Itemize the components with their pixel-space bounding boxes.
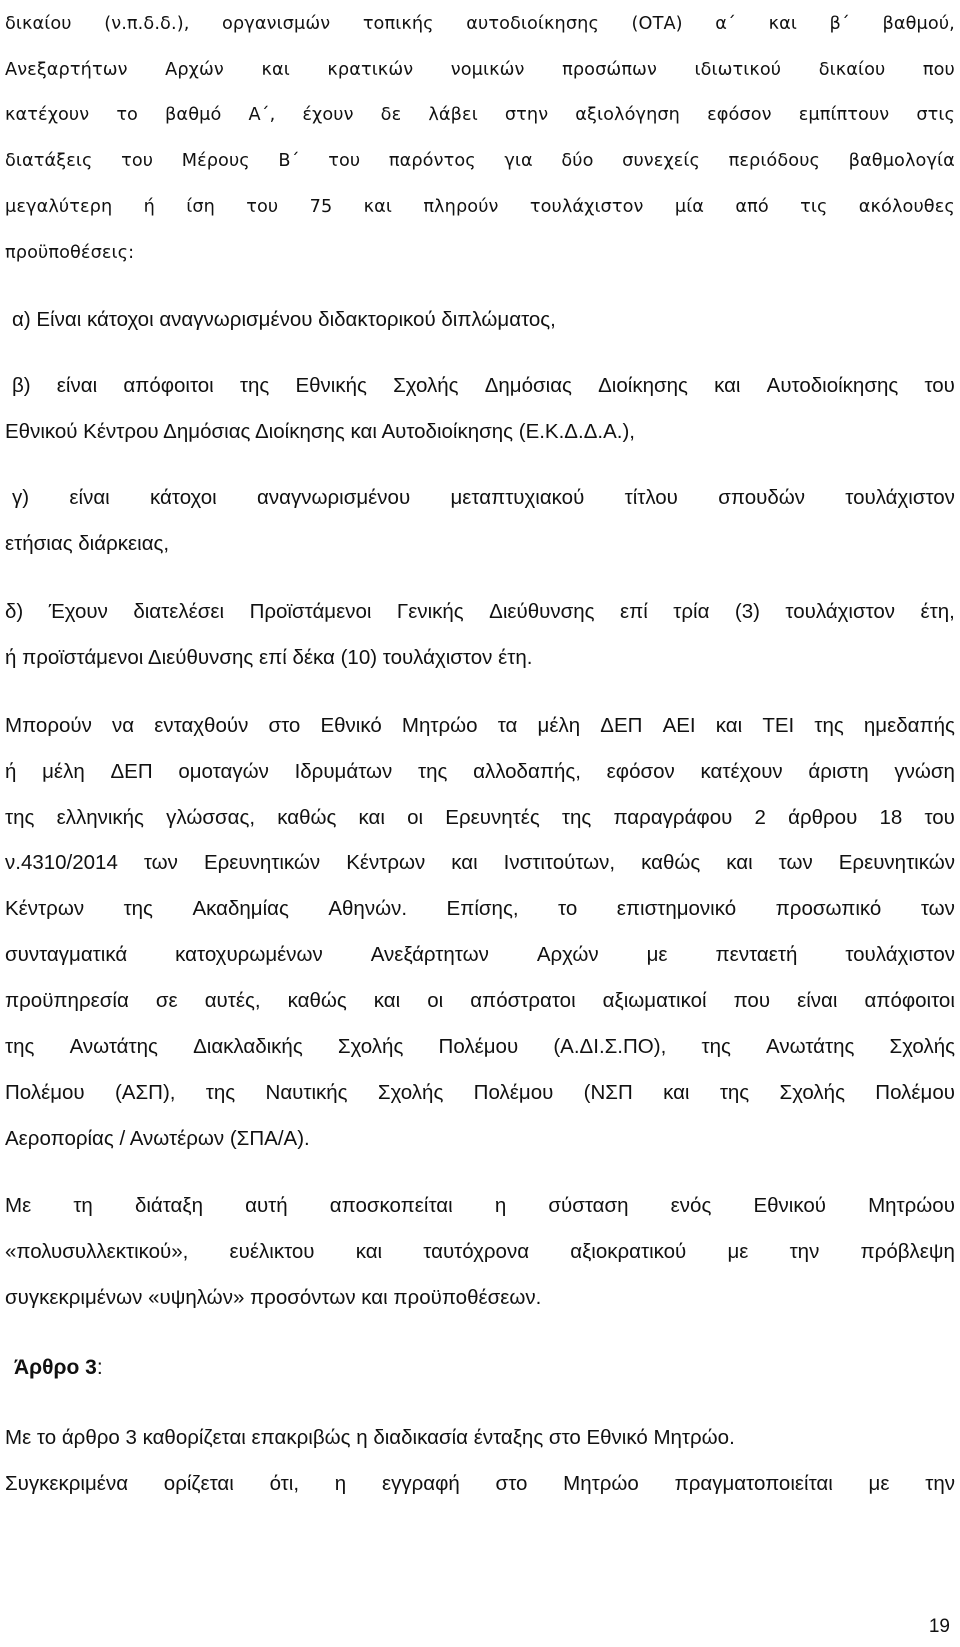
word: να: [112, 714, 135, 737]
word: δε: [380, 105, 402, 125]
word: και: [363, 197, 392, 217]
text-line: Με το άρθρο 3 καθορίζεται επακριβώς η διαδικασία ένταξης στο Εθνικό Μητρώο.: [5, 1426, 735, 1449]
word: Αθηνών.: [328, 897, 408, 920]
word: άριστη: [808, 760, 869, 783]
text-line: [12, 485, 955, 511]
word: μέλη: [537, 714, 581, 737]
word: είναι: [56, 374, 98, 397]
word: των: [920, 897, 955, 920]
word: αποσκοπείται: [329, 1194, 453, 1217]
word: 2: [754, 806, 766, 829]
word: περιόδους: [728, 151, 821, 171]
word: λάβει: [428, 105, 478, 125]
word: Αρχών: [536, 943, 599, 966]
word: Σχολής: [337, 1035, 404, 1058]
word: Μπορούν: [5, 714, 92, 737]
word: και: [355, 1240, 383, 1263]
article-heading-colon: :: [96, 1356, 103, 1379]
word: στο: [268, 714, 301, 737]
word: συνταγματικά: [5, 943, 128, 966]
word: Εθνικής: [295, 374, 367, 397]
word: α΄: [715, 14, 736, 34]
word: και: [373, 989, 401, 1012]
word: διατάξεις: [5, 151, 93, 171]
word: Αυτοδιοίκησης: [766, 374, 899, 397]
word: της: [719, 1081, 750, 1104]
word: ενταχθούν: [154, 714, 249, 737]
word: έτη,: [920, 600, 955, 623]
text-line: [5, 599, 955, 625]
word: ταυτόχρονα: [423, 1240, 530, 1263]
text-line: [5, 988, 955, 1014]
text-line: [5, 1193, 955, 1219]
word: της: [239, 374, 270, 397]
word: της: [561, 806, 592, 829]
word: οργανισμών: [222, 14, 331, 34]
word: Σχολής: [393, 374, 459, 397]
word: κρατικών: [327, 60, 414, 80]
word: Σχολής: [889, 1035, 955, 1058]
word: της: [701, 1035, 731, 1058]
word: Ερευνητικών: [203, 851, 321, 874]
word: Ερευνητές: [445, 806, 540, 829]
word: 18: [879, 806, 903, 829]
word: «πολυσυλλεκτικού»,: [5, 1240, 189, 1263]
word: σπουδών: [718, 486, 805, 509]
text-line: [5, 759, 955, 785]
word: βαθμολογία: [848, 151, 955, 171]
word: δικαίου: [5, 14, 72, 34]
word: διατελέσει: [133, 600, 225, 623]
word: ΤΕΙ: [762, 714, 795, 737]
word: με: [646, 943, 668, 966]
word: των: [778, 851, 813, 874]
word: αναγνωρισμένου: [257, 486, 411, 509]
word: αυτή: [245, 1194, 288, 1217]
word: Ανωτάτης: [69, 1035, 158, 1058]
word: της: [5, 1035, 35, 1058]
word: Με: [5, 1194, 32, 1217]
word: (Α.ΔΙ.Σ.ΠΟ),: [553, 1035, 667, 1058]
word: (ΝΣΠ: [583, 1081, 633, 1104]
word: που: [922, 60, 955, 80]
word: την: [789, 1240, 820, 1263]
word: επιστημονικό: [616, 897, 737, 920]
article-heading: [14, 1356, 103, 1380]
article-heading-bold: Άρθρο 3: [14, 1356, 97, 1379]
word: αλλοδαπής,: [473, 760, 581, 783]
word: ή: [5, 760, 17, 783]
word: πενταετή: [715, 943, 798, 966]
word: ότι,: [269, 1472, 300, 1495]
word: γνώση: [894, 760, 955, 783]
word: τρία: [673, 600, 710, 623]
word: με: [727, 1240, 749, 1263]
word: (ΑΣΠ),: [114, 1081, 176, 1104]
text-line: ετήσιας διάρκειας,: [5, 532, 170, 555]
word: Πολέμου: [473, 1081, 554, 1104]
word: του: [924, 806, 955, 829]
word: πληρούν: [423, 197, 499, 217]
word: απόστρατοι: [470, 989, 576, 1012]
word: Διεύθυνσης: [489, 600, 595, 623]
word: επί: [619, 600, 648, 623]
text-line: [5, 148, 955, 174]
word: τη: [73, 1194, 93, 1217]
word: των: [143, 851, 178, 874]
word: τοπικής: [362, 14, 434, 34]
word: απόφοιτοι: [123, 374, 214, 397]
word: γλώσσας,: [166, 806, 256, 829]
word: για: [504, 151, 533, 171]
word: μέλη: [42, 760, 85, 783]
word: ελληνικής: [56, 806, 144, 829]
word: πραγματοποιείται: [674, 1472, 833, 1495]
text-line: [5, 1034, 955, 1060]
word: ή: [143, 197, 155, 217]
word: Μητρώου: [868, 1194, 955, 1217]
word: Ακαδημίας: [192, 897, 289, 920]
text-line: συγκεκριμένων «υψηλών» προσόντων και προϋποθέσεων.: [5, 1286, 542, 1309]
word: μεγαλύτερη: [5, 197, 113, 217]
word: τα: [497, 714, 518, 737]
word: ημεδαπής: [863, 714, 955, 737]
page-number: 19: [928, 1616, 950, 1637]
word: προϋπηρεσία: [5, 989, 129, 1012]
word: προσώπων: [562, 60, 657, 80]
text-line: [5, 1080, 955, 1106]
word: Αρχών: [165, 60, 224, 80]
word: νομικών: [450, 60, 525, 80]
text-line: [5, 896, 955, 922]
text-line: [12, 373, 955, 399]
word: και: [714, 374, 741, 397]
word: εμπίπτουν: [798, 105, 890, 125]
word: από: [735, 197, 769, 217]
word: στην: [504, 105, 549, 125]
word: Διοίκησης: [598, 374, 688, 397]
word: της: [205, 1081, 236, 1104]
word: Εθνικού: [753, 1194, 826, 1217]
word: Κέντρων: [346, 851, 426, 874]
word: μία: [674, 197, 705, 217]
word: ορίζεται: [163, 1472, 234, 1495]
word: της: [814, 714, 844, 737]
word: είναι: [797, 989, 838, 1012]
word: ίση: [186, 197, 215, 217]
word: της: [418, 760, 448, 783]
word: παραγράφου: [613, 806, 733, 829]
word: πρόβλεψη: [860, 1240, 955, 1263]
word: β΄: [829, 14, 850, 34]
word: ιδιωτικού: [694, 60, 782, 80]
word: (ν.π.δ.δ.),: [104, 14, 190, 34]
word: Ανωτάτης: [766, 1035, 855, 1058]
word: Πολέμου: [438, 1035, 519, 1058]
word: αξιωματικοί: [602, 989, 707, 1012]
text-line: [5, 713, 955, 739]
word: την: [925, 1472, 955, 1495]
word: Μητρώο: [563, 1472, 639, 1495]
word: οι: [427, 989, 444, 1012]
word: συνεχείς: [622, 151, 700, 171]
word: κατέχουν: [5, 105, 90, 125]
word: σύσταση: [548, 1194, 629, 1217]
word: έχουν: [302, 105, 354, 125]
word: στο: [495, 1472, 528, 1495]
word: κατέχουν: [700, 760, 783, 783]
word: εγγραφή: [381, 1472, 460, 1495]
text-line: [5, 102, 955, 128]
word: δικαίου: [818, 60, 886, 80]
word: καθώς: [641, 851, 701, 874]
word: τουλάχιστον: [785, 600, 896, 623]
word: του: [924, 374, 955, 397]
word: κατοχυρωμένων: [175, 943, 323, 966]
word: αξιοκρατικού: [570, 1240, 687, 1263]
text-line: προϋποθέσεις:: [5, 243, 135, 263]
word: ομοταγών: [178, 760, 269, 783]
word: ν.4310/2014: [5, 851, 118, 874]
word: κάτοχοι: [150, 486, 217, 509]
word: τίτλου: [624, 486, 678, 509]
word: Σχολής: [377, 1081, 444, 1104]
word: Κέντρων: [5, 897, 85, 920]
text-line: [5, 194, 955, 220]
word: Β΄: [278, 151, 300, 171]
word: της: [5, 806, 35, 829]
word: και: [663, 1081, 690, 1104]
word: Μέρους: [181, 151, 250, 171]
word: άρθρου: [788, 806, 858, 829]
word: 75: [309, 197, 333, 217]
word: Έχουν: [48, 600, 108, 623]
word: τουλάχιστον: [845, 486, 955, 509]
word: Ανεξάρτητων: [370, 943, 489, 966]
word: Προϊστάμενοι: [249, 600, 372, 623]
text-line: [5, 850, 955, 876]
word: παρόντος: [388, 151, 476, 171]
word: Εθνικό: [320, 714, 382, 737]
word: απόφοιτοι: [864, 989, 955, 1012]
word: (3): [734, 600, 760, 623]
word: του: [121, 151, 154, 171]
word: και: [768, 14, 797, 34]
text-line: Εθνικού Κέντρου Δημόσιας Διοίκησης και Αυτοδιοίκησης (Ε.Κ.Δ.Δ.Α.),: [5, 420, 635, 443]
text-line: ή προϊστάμενοι Διεύθυνσης επί δέκα (10) τουλάχιστον έτη.: [5, 646, 533, 669]
word: ΑΕΙ: [662, 714, 696, 737]
word: το: [558, 897, 578, 920]
word: ενός: [670, 1194, 712, 1217]
word: β): [12, 374, 31, 397]
word: εφόσον: [606, 760, 675, 783]
word: Α΄,: [248, 105, 276, 125]
word: αυτοδιοίκησης: [466, 14, 599, 34]
word: Πολέμου: [875, 1081, 955, 1104]
text-line: [5, 805, 955, 831]
word: δ): [5, 600, 24, 623]
word: η: [494, 1194, 507, 1217]
word: Ιδρυμάτων: [294, 760, 393, 783]
word: Ερευνητικών: [838, 851, 955, 874]
word: Διακλαδικής: [193, 1035, 303, 1058]
word: Ναυτικής: [265, 1081, 348, 1104]
word: τουλάχιστον: [845, 943, 955, 966]
word: Γενικής: [396, 600, 464, 623]
word: αυτές,: [204, 989, 261, 1012]
word: σε: [155, 989, 178, 1012]
word: Ανεξαρτήτων: [5, 60, 128, 80]
word: ΔΕΠ: [110, 760, 153, 783]
word: καθώς: [277, 806, 337, 829]
word: τουλάχιστον: [529, 197, 644, 217]
text-line: [5, 1471, 955, 1497]
word: της: [123, 897, 153, 920]
word: Ινστιτούτων,: [503, 851, 616, 874]
word: Μητρώο: [401, 714, 478, 737]
word: Πολέμου: [5, 1081, 85, 1104]
word: οι: [407, 806, 424, 829]
word: το: [116, 105, 138, 125]
text-line: Αεροπορίας / Ανωτέρων (ΣΠΑ/Α).: [5, 1127, 310, 1150]
word: ΔΕΠ: [600, 714, 643, 737]
word: καθώς: [287, 989, 347, 1012]
word: γ): [12, 486, 30, 509]
word: αξιολόγηση: [575, 105, 680, 125]
word: στις: [916, 105, 955, 125]
word: είναι: [69, 486, 110, 509]
word: Συγκεκριμένα: [5, 1472, 129, 1495]
word: προσωπικό: [775, 897, 882, 920]
word: Σχολής: [779, 1081, 845, 1104]
word: του: [246, 197, 279, 217]
word: και: [451, 851, 478, 874]
word: διάταξη: [134, 1194, 203, 1217]
word: βαθμού,: [882, 14, 955, 34]
word: (ΟΤΑ): [631, 14, 683, 34]
word: βαθμό: [165, 105, 222, 125]
word: ακόλουθες: [858, 197, 955, 217]
word: και: [358, 806, 385, 829]
text-line: [5, 942, 955, 968]
word: δύο: [561, 151, 594, 171]
text-line: [5, 57, 955, 83]
word: και: [715, 714, 743, 737]
word: και: [261, 60, 290, 80]
word: εφόσον: [707, 105, 772, 125]
word: η: [334, 1472, 347, 1495]
word: με: [868, 1472, 890, 1495]
word: τις: [800, 197, 828, 217]
text-line: α) Είναι κάτοχοι αναγνωρισμένου διδακτορικού διπλώματος,: [12, 308, 556, 331]
word: ευέλικτου: [229, 1240, 315, 1263]
word: Δημόσιας: [484, 374, 572, 397]
word: Επίσης,: [446, 897, 519, 920]
word: που: [733, 989, 771, 1012]
word: του: [328, 151, 361, 171]
text-line: [5, 1239, 955, 1265]
word: και: [726, 851, 753, 874]
word: μεταπτυχιακού: [450, 486, 585, 509]
text-line: [5, 11, 955, 37]
